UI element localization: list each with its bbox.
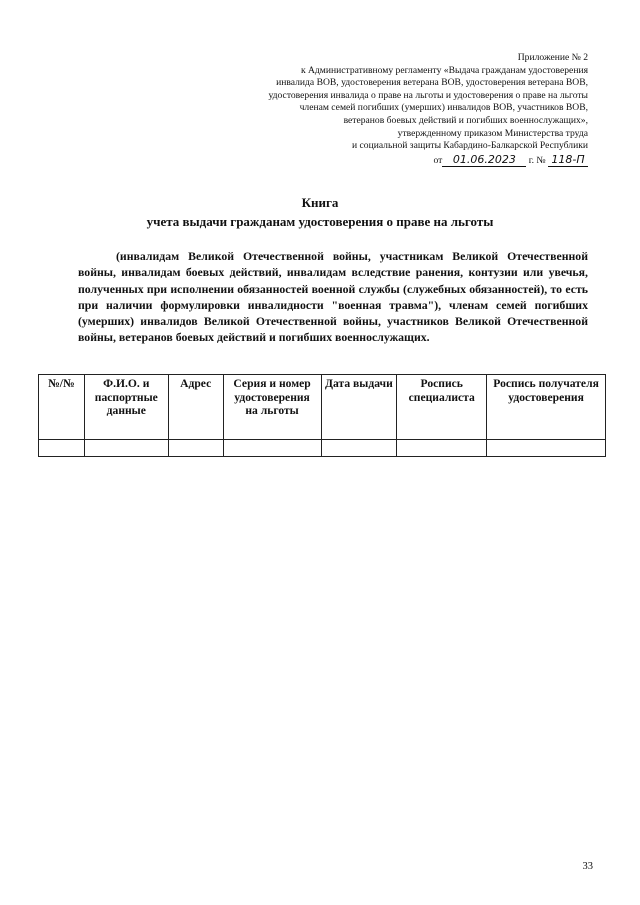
column-header-recipient-signature: Роспись получателя удостоверения: [487, 375, 606, 440]
table-cell[interactable]: [223, 440, 321, 457]
order-prefix: от: [433, 154, 443, 166]
column-header-date: Дата выдачи: [321, 375, 397, 440]
table-row: [39, 440, 606, 457]
header-line: к Административному регламенту «Выдача гражданам удостоверения: [300, 64, 588, 76]
table-cell[interactable]: [321, 440, 397, 457]
registry-table: [38, 374, 606, 457]
column-header-specialist-signature: Роспись специалиста: [397, 375, 487, 440]
order-date: 01.06.2023: [442, 154, 526, 168]
order-number: 118-П: [548, 154, 588, 168]
document-title: [0, 193, 640, 231]
column-header-address: Адрес: [168, 375, 223, 440]
header-line: Приложение № 2: [517, 52, 588, 63]
table-cell[interactable]: [84, 440, 168, 457]
intro-paragraph: (инвалидам Великой Отечественной войны, участникам Великой Отечественной войны, инвалидам боевых действий, инвалидам вследствие ранения, контузии или увечья, полученных при исполнении обязанностей военной службы (служебных обязанностей), то есть при наличии формулировки инвалидности "военная травма"), членам семей погибших (умерших) инвалидов Великой Отечественной войны, участников Великой Отечественной войны, ветеранов боевых действий и погибших военнослужащих.: [78, 249, 588, 345]
title-line-1: Книга: [301, 195, 339, 210]
table-header-row: [39, 375, 606, 440]
table-cell[interactable]: [487, 440, 606, 457]
header-line: ветеранов боевых действий и погибших военнослужащих»,: [343, 114, 588, 126]
column-header-number: №/№: [39, 375, 85, 440]
header-line: утвержденному приказом Министерства труда: [397, 127, 588, 139]
order-number-prefix: г. №: [528, 154, 546, 166]
header-line: членам семей погибших (умерших) инвалидов ВОВ, участников ВОВ,: [299, 102, 588, 114]
column-header-name: Ф.И.О. и паспортные данные: [84, 375, 168, 440]
header-line: и социальной защиты Кабардино-Балкарской Республики: [351, 140, 588, 152]
table-cell[interactable]: [168, 440, 223, 457]
table-cell[interactable]: [397, 440, 487, 457]
title-line-2: учета выдачи гражданам удостоверения о праве на льготы: [146, 214, 494, 229]
header-line: удостоверения инвалида о праве на льготы и удостоверения о праве на льготы: [268, 89, 588, 101]
header-line: инвалида ВОВ, удостоверения ветерана ВОВ, удостоверения ветерана ВОВ,: [276, 77, 588, 89]
order-line: [168, 154, 588, 168]
column-header-certificate: Серия и номер удостоверения на льготы: [223, 375, 321, 440]
page-number: 33: [582, 861, 593, 872]
appendix-header: [168, 52, 588, 167]
table-cell[interactable]: [39, 440, 85, 457]
